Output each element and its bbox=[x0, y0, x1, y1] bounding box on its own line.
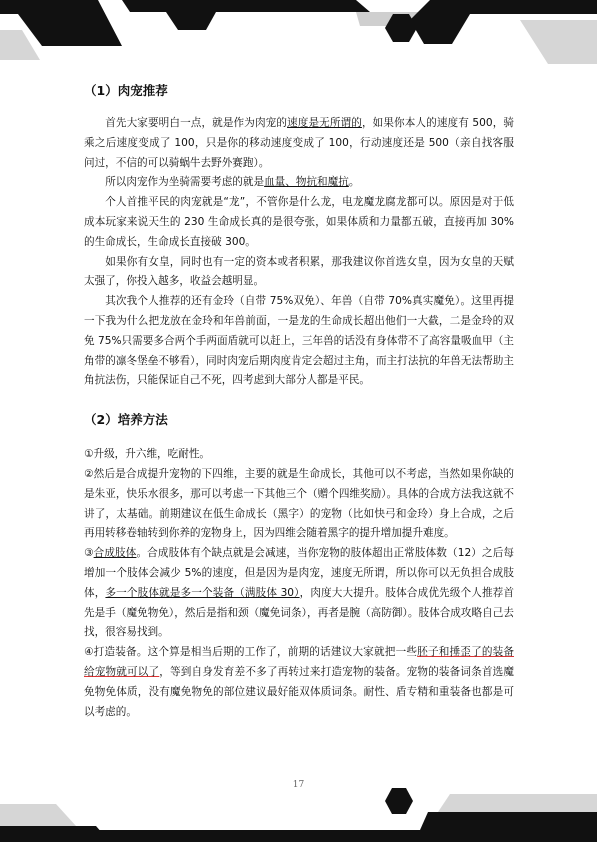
paragraph bbox=[84, 445, 514, 465]
paragraph-text: 。合成肢体有个缺点就是会减速，当你宠物的肢体超出正常肢体数（12）之后每增加一个肢体会减少 5%的速度，但是因为是肉宠，速度无所谓，所以你可以无负担合成肢体， bbox=[84, 547, 515, 599]
paragraph-text: ，如果你本人的速度有 500，骑乘之后速度变成了 100，只是你的移动速度变成了 100，行动速度还是 500（亲自找客服问过，不信的可以骑蜗牛去野外赛跑）。 bbox=[84, 117, 514, 169]
paragraph bbox=[84, 173, 514, 193]
paragraph bbox=[84, 193, 514, 252]
paragraph bbox=[84, 465, 514, 544]
underlined-text: 合成肢体 bbox=[93, 547, 137, 560]
top-decoration bbox=[0, 0, 597, 76]
section-heading-training: （2）培养方法 bbox=[84, 412, 168, 428]
paragraph-text: 首先大家要明白一点，就是作为肉宠的 bbox=[105, 117, 288, 129]
section-heading-meat-pet: （1）肉宠推荐 bbox=[84, 83, 168, 98]
underlined-text: 速度是无所谓的 bbox=[287, 117, 362, 129]
paragraph-text: ，肉度大大提升。肢体合成优先级个人推荐首先是手（魔免物免），然后是指和颈（魔免词条），再者是腕（高防御）。肢体合成攻略自己去找，很容易找到。 bbox=[84, 586, 514, 639]
paragraph-text: 。 bbox=[348, 176, 360, 189]
underlined-text: 多一个肢体就是多一个装备（满肢体 30） bbox=[105, 586, 300, 599]
paragraph-text: ④打造装备。这个算是相当后期的工作了，前期的话建议大家就把一些 bbox=[84, 646, 418, 659]
paragraph bbox=[84, 253, 514, 293]
paragraph-text: 其次我个人推荐的还有金玲（自带 75%双免）、年兽（自带 70%真实魔免）。这里再提一下我为什么把龙放在金玲和年兽前面，一是龙的生命成长超出他们一大截，二是金玲的双免 75%只需要多合两个手两面盾就可以赶上，三年兽的话没有身体带不了高容量吸血甲（主角带的凛冬堡垒不够看），同时肉宠后期肉度肯定会超过主角，而主打法抗的年兽无法帮助主角抗法伤，只能保证自己不死，四考虑到大部分人都是平民。 bbox=[84, 295, 514, 387]
bottom-left-gray-band bbox=[0, 804, 76, 826]
paragraph bbox=[84, 544, 514, 643]
paragraph-text: 所以肉宠作为坐骑需要考虑的就是 bbox=[105, 176, 265, 189]
paragraph-text: ②然后是合成提升宠物的下四维，主要的就是生命成长，其他可以不考虑，当然如果你缺的是朱亚，快乐水很多，那可以考虑一下其他三个（赠个四维奖励）。具体的合成方法我这就不讲了，太基础。前期建议在低生命成长（黑字）的宠物（比如快弓和金玲）身上合成，之后再用转移卷轴转到你养的宠物身上，因为四维会随着黑字的提升增加提升难度。 bbox=[84, 467, 514, 540]
bottom-black-bar bbox=[40, 830, 597, 842]
section-training-body bbox=[84, 445, 514, 722]
bottom-right-black-shape bbox=[420, 812, 597, 830]
paragraph-text: 个人首推平民的肉宠就是“龙”，不管你是什么龙，电龙魔龙腐龙都可以。原因是对于低成本玩家来说天生的 230 生命成长真的是很夸张，如果体质和力量都五破，直接再加 30%的生命成长，生命成长直接破 300。 bbox=[84, 196, 514, 248]
top-right-gray-band bbox=[520, 20, 597, 64]
underlined-text: 血量、物抗和魔抗 bbox=[264, 176, 349, 189]
underlined-text: 胚子和捶歪了的装备给宠物就可以了 bbox=[84, 646, 515, 678]
paragraph-text: 如果你有女皇，同时也有一定的资本或者积累，那我建议你首选女皇，因为女皇的天赋太强了，你投入越多，收益会越明显。 bbox=[84, 255, 514, 288]
bottom-right-hexagon bbox=[385, 788, 413, 814]
paragraph-text: ①升级，升六维，吃耐性。 bbox=[84, 448, 211, 461]
paragraph bbox=[84, 292, 514, 391]
page-number: 17 bbox=[292, 780, 305, 790]
paragraph bbox=[84, 643, 514, 722]
paragraph-text: ③ bbox=[84, 547, 94, 560]
paragraph bbox=[84, 114, 514, 173]
top-center-black-bar bbox=[122, 0, 370, 30]
bottom-right-gray-band bbox=[438, 794, 597, 812]
section-meat-pet-body bbox=[84, 114, 514, 391]
bottom-decoration bbox=[0, 772, 597, 842]
page-content bbox=[84, 76, 514, 722]
paragraph-text: ，等到自身发育差不多了再转过来打造宠物的装备。宠物的装备词条首选魔免物免体质，没有魔免物免的部位建议最好能双体质词条。耐性、盾专精和重装备也都是可以考虑的。 bbox=[84, 665, 515, 718]
